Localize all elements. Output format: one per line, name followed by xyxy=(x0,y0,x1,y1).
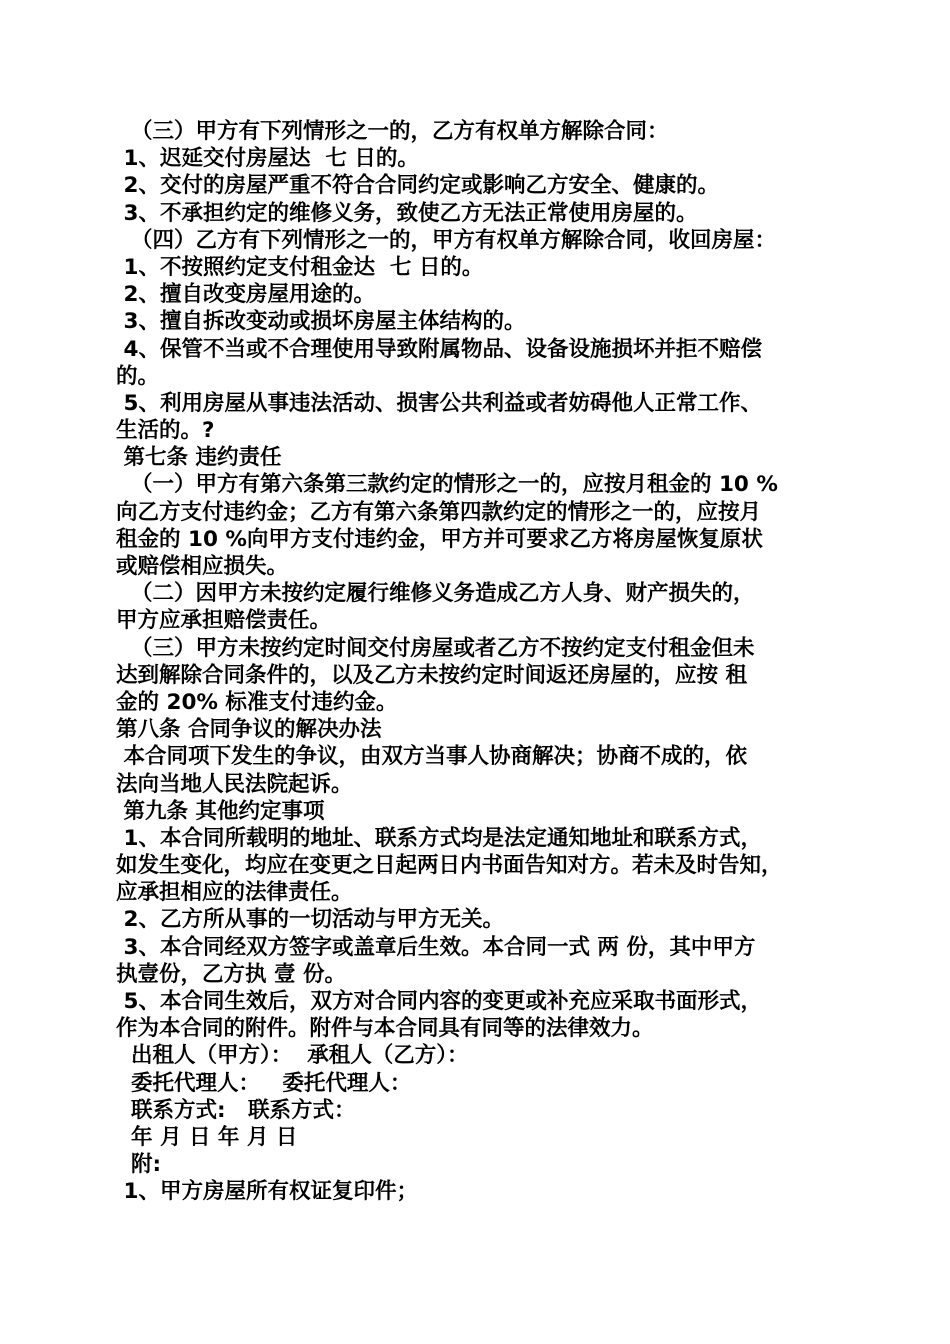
text-line: 2、擅自改变房屋用途的。 xyxy=(116,282,375,308)
text-line: 5、本合同生效后，双方对合同内容的变更或补充应采取书面形式， xyxy=(116,989,762,1014)
text-line: 达到解除合同条件的，以及乙方未按约定时间返还房屋的，应按 租 xyxy=(116,662,747,688)
text-line: 生活的。? xyxy=(116,418,215,444)
text-line: 3、擅自拆改变动或损坏房屋主体结构的。 xyxy=(116,309,526,335)
document-body xyxy=(116,118,856,1206)
text-line: 3、不承担约定的维修义务，致使乙方无法正常使用房屋的。 xyxy=(116,200,698,226)
section-heading: 第九条 其他约定事项 xyxy=(116,798,325,824)
text-line: 本合同项下发生的争议，由双方当事人协商解决；协商不成的，依 xyxy=(116,744,747,770)
text-line: （三）甲方未按约定时间交付房屋或者乙方不按约定支付租金但未 xyxy=(116,635,755,661)
text-line: 1、不按照约定支付租金达 七 日的。 xyxy=(116,254,484,280)
text-line: 作为本合同的附件。附件与本合同具有同等的法律效力。 xyxy=(116,1016,654,1042)
text-line: 5、利用房屋从事违法活动、损害公共利益或者妨碍他人正常工作、 xyxy=(116,390,762,416)
text-line: 3、本合同经双方签字或盖章后生效。本合同一式 两 份，其中甲方 xyxy=(116,934,756,960)
text-line: 4、保管不当或不合理使用导致附属物品、设备设施损坏并拒不赔偿 xyxy=(116,336,762,362)
date-line: 年 月 日 年 月 日 xyxy=(116,1124,298,1150)
text-line: 如发生变化，均应在变更之日起两日内书面告知对方。若未及时告知， xyxy=(116,853,783,879)
section-heading: 第七条 违约责任 xyxy=(116,445,282,471)
signature-line: 联系方式: 联系方式： xyxy=(116,1097,356,1123)
text-line: 应承担相应的法律责任。 xyxy=(116,880,353,906)
text-line: 2、交付的房屋严重不符合合同约定或影响乙方安全、健康的。 xyxy=(116,173,719,199)
text-line: 或赔偿相应损失。 xyxy=(116,554,289,579)
signature-line: 出租人（甲方）： 承租人（乙方）： xyxy=(116,1043,469,1069)
text-line: 法向当地人民法院起诉。 xyxy=(116,771,353,797)
text-line: 1、本合同所载明的地址、联系方式均是法定通知地址和联系方式， xyxy=(116,825,762,851)
text-line: 甲方应承担赔偿责任。 xyxy=(116,608,332,634)
text-line: 向乙方支付违约金；乙方有第六条第四款约定的情形之一的，应按月 xyxy=(116,499,762,525)
text-line: 租金的 10 %向甲方支付违约金，甲方并可要求乙方将房屋恢复原状 xyxy=(116,526,763,552)
text-line: 金的 20% 标准支付违约金。 xyxy=(116,689,398,715)
signature-line: 委托代理人： 委托代理人： xyxy=(116,1070,412,1096)
section-heading: 第八条 合同争议的解决办法 xyxy=(116,717,382,743)
text-line: （二）因甲方未按约定履行维修义务造成乙方人身、财产损失的， xyxy=(116,581,755,607)
attachment-heading: 附: xyxy=(116,1152,162,1178)
text-line: 1、迟延交付房屋达 七 日的。 xyxy=(116,146,419,172)
text-line: （一）甲方有第六条第三款约定的情形之一的，应按月租金的 10 % xyxy=(116,472,778,498)
text-line: 的。 xyxy=(116,363,160,389)
text-line: （三）甲方有下列情形之一的，乙方有权单方解除合同： xyxy=(116,119,669,144)
text-line: （四）乙方有下列情形之一的，甲方有权单方解除合同，收回房屋： xyxy=(116,227,776,253)
text-line: 2、乙方所从事的一切活动与甲方无关。 xyxy=(116,907,504,933)
text-line: 执壹份，乙方执 壹 份。 xyxy=(116,961,346,987)
attachment-item: 1、甲方房屋所有权证复印件； xyxy=(116,1179,418,1205)
